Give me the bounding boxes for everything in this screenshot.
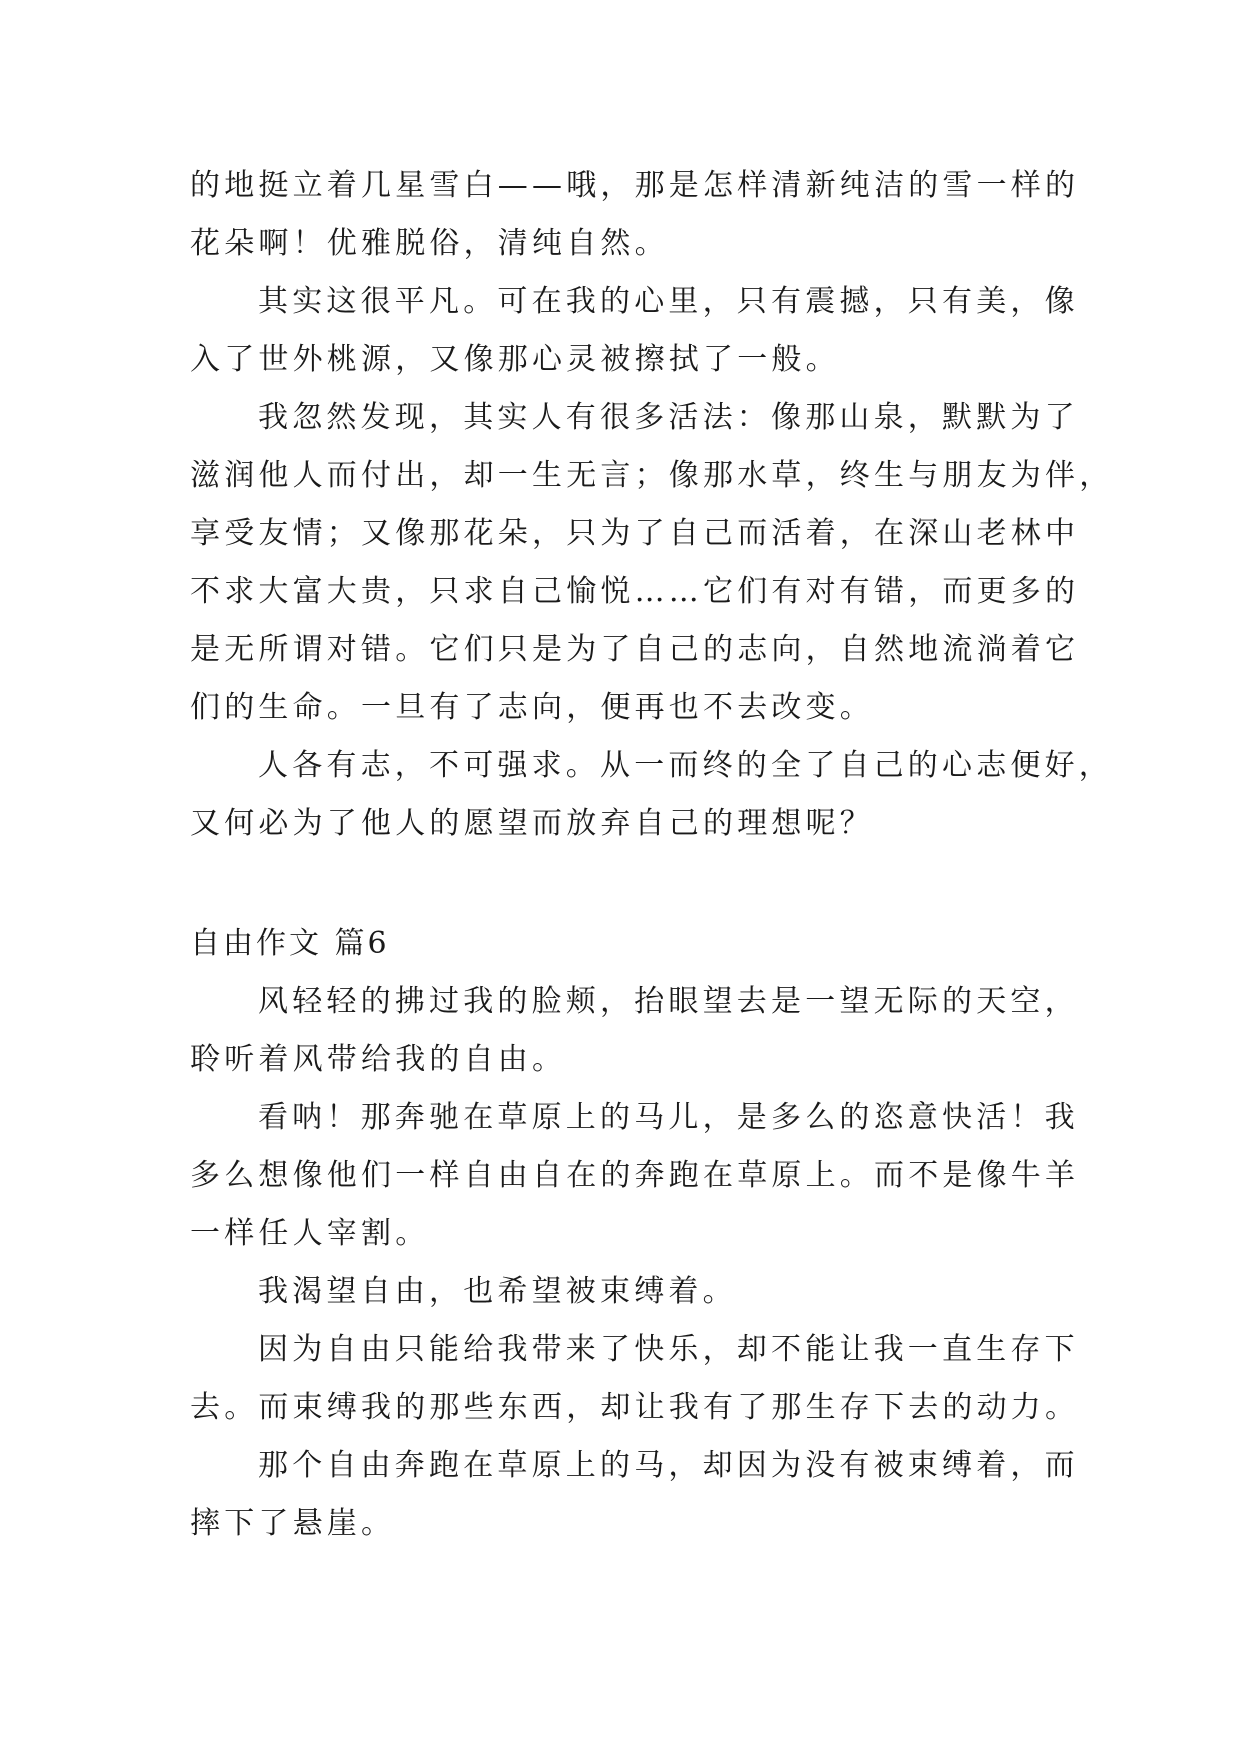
text-line: 因为自由只能给我带来了快乐，却不能让我一直生存下	[258, 1332, 1079, 1367]
text-line: 聆听着风带给我的自由。	[190, 1042, 567, 1077]
text-line: 我忽然发现，其实人有很多活法：像那山泉，默默为了	[258, 400, 1079, 435]
document-body	[190, 157, 1114, 1553]
text-line: 那个自由奔跑在草原上的马，却因为没有被束缚着，而	[258, 1448, 1079, 1483]
text-line: 去。而束缚我的那些东西，却让我有了那生存下去的动力。	[190, 1390, 1080, 1425]
text-line: 我渴望自由，也希望被束缚着。	[258, 1274, 737, 1309]
text-line: 滋润他人而付出，却一生无言；像那水草，终生与朋友为伴，	[190, 458, 1114, 493]
text-line: 的地挺立着几星雪白——哦，那是怎样清新纯洁的雪一样的	[190, 168, 1080, 203]
text-line: 人各有志，不可强求。从一而终的全了自己的心志便好，	[258, 748, 1113, 783]
paragraph	[190, 389, 1114, 737]
paragraph	[190, 1089, 1080, 1263]
text-line: 多么想像他们一样自由自在的奔跑在草原上。而不是像牛羊	[190, 1158, 1080, 1193]
text-line: 又何必为了他人的愿望而放弃自己的理想呢？	[190, 806, 874, 841]
text-line: 风轻轻的拂过我的脸颊，抬眼望去是一望无际的天空，	[258, 984, 1079, 1019]
text-line: 不求大富大贵，只求自己愉悦……它们有对有错，而更多的	[190, 574, 1080, 609]
paragraph	[190, 273, 1079, 389]
text-line: 们的生命。一旦有了志向，便再也不去改变。	[190, 690, 874, 725]
text-line: 一样任人宰割。	[190, 1216, 430, 1251]
section-heading: 自由作文 篇6	[190, 926, 390, 961]
text-line: 是无所谓对错。它们只是为了自己的志向，自然地流淌着它	[190, 632, 1080, 667]
text-line: 享受友情；又像那花朵，只为了自己而活着，在深山老林中	[190, 516, 1080, 551]
paragraph	[190, 1321, 1080, 1437]
text-line: 入了世外桃源，又像那心灵被擦拭了一般。	[190, 342, 840, 377]
paragraph	[190, 737, 1113, 853]
paragraph	[190, 1263, 1060, 1321]
paragraph	[190, 157, 1080, 273]
text-line: 摔下了悬崖。	[190, 1506, 396, 1541]
text-line: 花朵啊！优雅脱俗，清纯自然。	[190, 226, 669, 261]
paragraph	[190, 1437, 1079, 1553]
paragraph	[190, 973, 1079, 1089]
text-line: 其实这很平凡。可在我的心里，只有震撼，只有美，像	[258, 284, 1079, 319]
text-line: 看呐！那奔驰在草原上的马儿，是多么的恣意快活！我	[258, 1100, 1079, 1135]
